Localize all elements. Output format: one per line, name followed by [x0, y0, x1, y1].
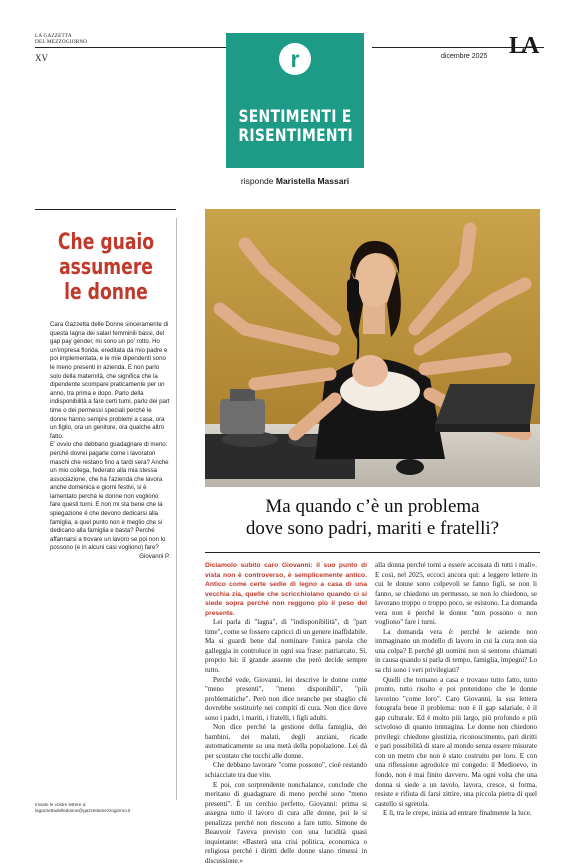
letter-top-rule	[35, 209, 176, 210]
article-photo	[205, 209, 540, 487]
page-number: XV	[35, 53, 48, 63]
answer-paragraph: E poi, con sorprendente nonchalance, conclude che meritano di guadagnare di meno perché sono "meno presenti". È un cerchio perfetto, Giovanni: prima si assegna tutto il lavoro di cura alle donne, poi le si penalizza perché non riescono a fare tutto. Simone de Beauvoir l'aveva previsto con una lucidità quasi inquietante: «Basterà una crisi politica, economica o religiosa perché i diritti delle donne siano rimessi in discussione.»	[205, 780, 367, 865]
answer-paragraph: Non dice perché la gestione della famiglia, dei bambini, dei malati, degli anziani, ricade automaticamente su una metà della popolazione. Lei dà per scontato che tocchi alle donne.	[205, 723, 367, 760]
answer-column-1	[205, 561, 367, 867]
answer-paragraph: Che debbano lavorare "come possono", cioè restando schiacciate tra due vite.	[205, 761, 367, 780]
masthead-logo	[35, 33, 87, 45]
column-divider	[176, 218, 177, 800]
answer-column-2	[375, 561, 537, 819]
answer-rule	[205, 552, 540, 553]
column-title-line1: SENTIMENTI E	[238, 107, 352, 127]
letter-paragraph: Cara Gazzetta delle Donne sinceramente di questa lagna dei salari femminili bassi, del gap pay gender, mi sono un po' rotto. Ho un'impresa florida, ereditata da mio padre e poi implementata, e le mie dipendenti sono le meno presenti in azienda. E non parlo solo della maternità, che significa che la dipendente scompare praticamente per un anno, tra prima e dopo. Parlo della indisponibilità a fare certi turni, parlo dei part time o dei permessi speciali perché le donne hanno sempre problemi a casa, ora un figlio, ora un genitore, ora qualche altro fatto.	[50, 321, 170, 440]
masthead-line1: LA GAZZETTA	[35, 33, 72, 39]
letter-body	[50, 321, 170, 562]
letter-paragraph: E' ovvio che debbano guadagnare di meno: perché dovrei pagarle come i lavoratori maschi che restano fino a tardi sera? Anche un mio collega, federato alla mia stessa associazione, che ha l'azienda che lavora anche domenica e giorni festivi, si è lamentato perché le donne non vogliono fare questi turni. E non mi sta bene che la spiegazione è che devono dedicarsi alla famiglia, a quel punto non è meglio che si dedicano alla famiglia e basta? Perché affannarsi a trovare un lavoro se poi non lo possono (e in alcuni casi vogliono) fare?	[50, 441, 169, 552]
column-title-line2: RISENTIMENTI	[238, 126, 353, 146]
brand-logo: LA	[509, 33, 537, 59]
answer-headline-line2: dove sono padri, mariti e fratelli?	[245, 518, 500, 539]
submission-note-line1: Inviate le vostre lettere a:	[35, 802, 87, 807]
submission-email: lagazzettadelledonne@gazzettamezzogiorno.it	[35, 808, 131, 813]
masthead-line2: DEL MEZZOGIORNO	[35, 39, 88, 45]
answer-paragraph: Quelli che tornano a casa e trovano tutto fatto, tutto pronto, tutto risolto e poi pretendono che le donne lavorino "come loro". Caro Giovanni, la sua lettera fotografa bene il problema: non è il gap salariale, è il gap culturale. Ed è molto più largo, più profondo e più scivoloso di quanto immagina. Le donne non chiedono privilegi: chiedono giustizia, riconoscimento, pari diritti e pari possibilità di stare al mondo senza essere misurate con un metro che non è stato costruito per loro. E con una riflessione agrodolce mi congedo: il Medioevo, in fondo, non è mai finito davvero. Ma ogni volta che una donna si siede a un tavolo, lavora, cresce, si forma, resiste e rifiuta di farsi zittire, una piccola pietra di quel castello si sgretola.	[375, 675, 537, 808]
submission-note	[35, 802, 175, 814]
answer-headline	[205, 496, 540, 540]
letter-signature: Giovanni P.	[139, 553, 170, 561]
answer-paragraph: Lei parla di "lagna", di "indisponibilità", di "part time", come se fossero capricci di un genere inaffidabile. Ma si guardi bene dal nominare l'unica parola che galleggia in controluce in ogni sua frase: patriarcato. Si, proprio lui: il grande assente che però decide sempre tutto.	[205, 618, 367, 675]
issue-date: dicembre 2025	[441, 53, 488, 60]
column-logo-letter: r	[290, 45, 300, 72]
answer-paragraph: alla donna perché torni a essere accusata di tutti i mali». E così, nel 2025, eccoci ancora qui: a leggere lettere in cui le donne sono colpevoli se fanno figli, se non li fanno, se chiedono un permesso, se non lo chiedono, se lavorano troppo o troppo poco, se esistono. La domanda vera non è perché le donne "non possono o non vogliono" fare i turni.	[375, 561, 537, 627]
answer-paragraph: E lì, tra le crepe, inizia ad entrare finalmente la luce.	[383, 809, 532, 818]
answer-headline-line1: Ma quando c’è un problema	[265, 496, 480, 517]
letter-headline: Che guaio assumere le donne	[57, 230, 155, 305]
photo-illustration	[205, 209, 540, 487]
column-logo-icon	[279, 43, 311, 75]
byline-name: Maristella Massari	[275, 176, 350, 186]
column-title	[238, 108, 351, 146]
byline-prefix: risponde	[240, 176, 274, 186]
answer-paragraph: Perché vede, Giovanni, lei descrive le donne come "meno presenti", "meno disponibili", "più problematiche". Però non dice neanche per sbaglio chi dovrebbe sostituirle nei compiti di cura. Non dice dove sono i padri, i mariti, i fratelli, i figli adulti.	[205, 675, 367, 722]
answer-lead: Diciamolo subito caro Giovanni: il suo punto di vista non è controverso, è semplicemente antico. Antico come certe sedie di legno a casa di una vecchia zia, quelle che scricchiolano quando ci si siede sopra perché non reggono più il peso del presente.	[205, 562, 367, 617]
header-rule-left	[35, 47, 245, 48]
answer-paragraph: La domanda vera è: perché le aziende non immaginano un modello di lavoro in cui la cura non sia una colpa? E perché gli uomini non si sentono chiamati in causa quando si parla di tempo, famiglia, impegni? Lo sa chi sono i veri privilegiati?	[375, 627, 537, 675]
column-byline	[226, 176, 364, 186]
